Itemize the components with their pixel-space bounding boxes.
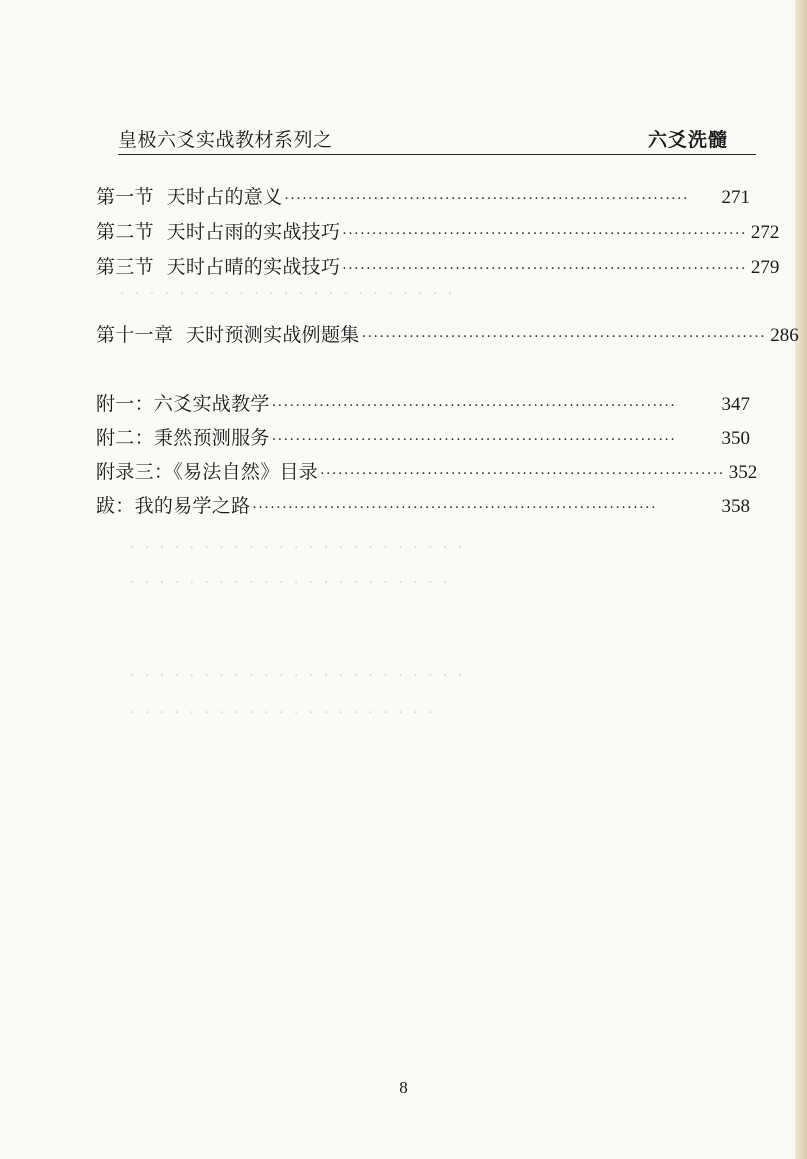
book-title: 六爻洗髓 (647, 129, 728, 151)
toc-entry (96, 458, 758, 486)
toc-entry (96, 424, 750, 452)
dot-leader: ···································································· (342, 226, 747, 242)
running-header (118, 128, 756, 155)
dot-leader: ···································································· (320, 466, 725, 482)
toc-entry-page: 358 (721, 496, 750, 517)
toc-entry-page: 272 (750, 222, 780, 243)
toc-entry-page: 350 (721, 428, 750, 449)
toc-entry-label: 跋：我的易学之路 (96, 495, 251, 517)
page-edge (795, 0, 807, 1159)
toc-entry-label: 附一：六爻实战教学 (96, 393, 270, 415)
bleed-through-mark: · · · · · · · · · · · · · · · · · · · · · · · (120, 286, 456, 302)
toc-entry (96, 492, 750, 520)
toc-entry-page: 286 (770, 325, 799, 346)
toc-entry-label: 第三节 天时占晴的实战技巧 (96, 256, 341, 278)
bleed-through-mark: · · · · · · · · · · · · · · · · · · · · · · (130, 575, 451, 591)
toc-entry-label: 第一节 天时占的意义 (96, 186, 283, 208)
dot-leader: ···································································· (284, 191, 690, 207)
toc-entry-label: 附二：秉然预测服务 (96, 427, 270, 449)
toc-chapter-entry (96, 321, 799, 349)
dot-leader: ···································································· (271, 432, 677, 448)
toc-entry-page: 352 (728, 462, 758, 483)
dot-leader: ···································································· (342, 261, 747, 277)
bleed-through-mark: · · · · · · · · · · · · · · · · · · · · · (130, 705, 436, 721)
series-title: 皇极六爻实战教材系列之 (118, 129, 333, 151)
toc-entry-page: 279 (750, 257, 780, 278)
toc-entry-page: 347 (721, 394, 750, 415)
toc-entry (96, 390, 750, 418)
toc-entry-page: 271 (721, 187, 750, 208)
dot-leader: ···································································· (252, 500, 658, 516)
toc-entry (96, 253, 780, 281)
toc-entry-label: 第十一章 天时预测实战例题集 (96, 324, 360, 346)
toc-entry-label: 第二节 天时占雨的实战技巧 (96, 221, 341, 243)
toc-entry-label: 附录三：《易法自然》目录 (96, 461, 319, 483)
dot-leader: ···································································· (271, 398, 677, 414)
dot-leader: ···································································· (361, 329, 767, 345)
bleed-through-mark: · · · · · · · · · · · · · · · · · · · · · · · (130, 668, 466, 684)
toc-entry (96, 218, 780, 246)
bleed-through-mark: · · · · · · · · · · · · · · · · · · · · · · · (130, 540, 466, 556)
page-number: 8 (399, 1078, 408, 1097)
toc-entry (96, 183, 750, 211)
